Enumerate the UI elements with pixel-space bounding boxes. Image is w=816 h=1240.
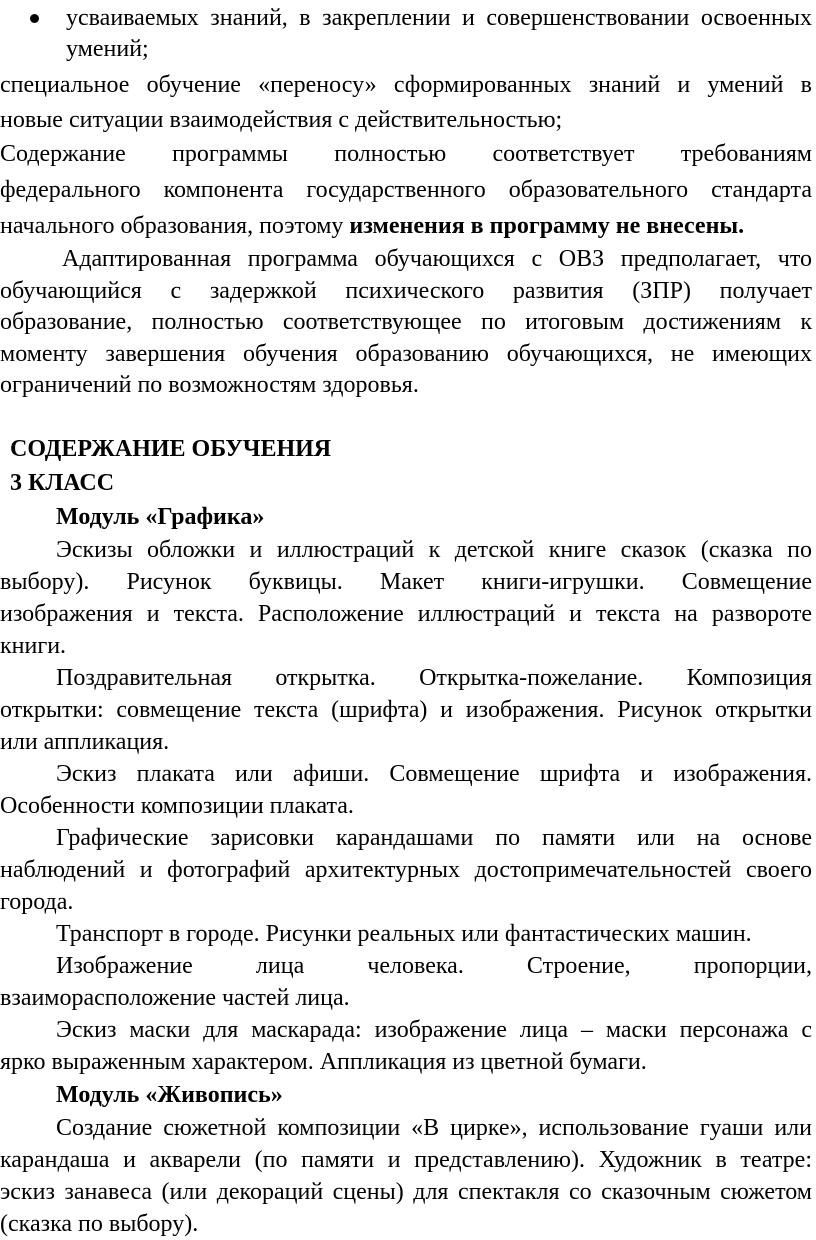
paragraph-line: обучающийся с задержкой психического развития (ЗПР) получает bbox=[0, 277, 812, 304]
paragraph-line: взаиморасположение частей лица. bbox=[0, 984, 350, 1011]
paragraph-line: Изображение лица человека. Строение, пропорции, bbox=[56, 952, 812, 979]
module-title-painting: Модуль «Живопись» bbox=[56, 1081, 283, 1108]
paragraph-line: выбору). Рисунок буквицы. Макет книги-игрушки. Совмещение bbox=[0, 568, 812, 595]
paragraph-graphics-4 bbox=[0, 822, 816, 918]
paragraph-graphics-5 bbox=[0, 918, 816, 950]
paragraph-line: изображения и текста. Расположение иллюстраций и текста на развороте bbox=[0, 600, 812, 627]
paragraph-line: Эскизы обложки и иллюстраций к детской книге сказок (сказка по bbox=[56, 536, 812, 563]
paragraph-content-compliance bbox=[0, 136, 816, 244]
bullet-text-line1: усваиваемых знаний, в закреплении и совершенствовании освоенных bbox=[66, 5, 812, 31]
paragraph-line: образование, полностью соответствующее по итоговым достижениям к bbox=[0, 309, 812, 335]
paragraph-line: моменту завершения обучения образованию обучающихся, не имеющих bbox=[0, 340, 812, 367]
paragraph-text: начального образования, поэтому bbox=[0, 213, 350, 239]
paragraph-line: Транспорт в городе. Рисунки реальных или фантастических машин. bbox=[56, 920, 752, 947]
module-title-graphics: Модуль «Графика» bbox=[56, 503, 265, 530]
paragraph-line: Эскиз маски для маскарада: изображение лица – маски персонажа с bbox=[56, 1016, 812, 1043]
paragraph-line: города. bbox=[0, 888, 74, 915]
paragraph-line: наблюдений и фотографий архитектурных достопримечательностей своего bbox=[0, 856, 812, 883]
paragraph-line: эскиз занавеса (или декораций сцены) для спектакля со сказочным сюжетом bbox=[0, 1178, 812, 1205]
paragraph-line: Особенности композиции плаката. bbox=[0, 792, 354, 819]
paragraph-line: новые ситуации взаимодействия с действительностью; bbox=[0, 107, 563, 133]
grade-heading: 3 КЛАСС bbox=[10, 469, 115, 496]
paragraph-line: Эскиз плаката или афиши. Совмещение шрифта и изображения. bbox=[56, 760, 812, 787]
paragraph-line: Создание сюжетной композиции «В цирке», использование гуаши или bbox=[56, 1114, 812, 1141]
bullet-icon bbox=[30, 14, 39, 23]
paragraph-line: или аппликация. bbox=[0, 728, 170, 755]
bullet-text-line2: умений; bbox=[66, 36, 149, 62]
paragraph-line: ограничений по возможностям здоровья. bbox=[0, 372, 419, 398]
paragraph-line: открытки: совмещение текста (шрифта) и изображения. Рисунок открытки bbox=[0, 696, 812, 723]
paragraph-line: специальное обучение «переносу» сформированных знаний и умений в bbox=[0, 72, 812, 98]
paragraph-line: карандаша и акварели (по памяти и представлению). Художник в театре: bbox=[0, 1146, 812, 1173]
paragraph-line: Адаптированная программа обучающихся с ОВЗ предполагает, что bbox=[62, 246, 812, 272]
paragraph-line: Содержание программы полностью соответствует требованиям bbox=[0, 141, 812, 167]
paragraph-graphics-1 bbox=[0, 534, 816, 662]
list-item-bullet bbox=[0, 3, 816, 65]
paragraph-line: федерального компонента государственного образовательного стандарта bbox=[0, 177, 812, 203]
paragraph-graphics-3 bbox=[0, 758, 816, 822]
paragraph-line: (сказка по выбору). bbox=[0, 1210, 199, 1237]
paragraph-line: книги. bbox=[0, 632, 67, 659]
paragraph-transfer bbox=[0, 68, 816, 138]
paragraph-graphics-2 bbox=[0, 662, 816, 758]
paragraph-line: Поздравительная открытка. Открытка-пожелание. Композиция bbox=[56, 664, 812, 691]
paragraph-adapted-program bbox=[0, 244, 816, 402]
paragraph-line: Графические зарисовки карандашами по памяти или на основе bbox=[56, 824, 812, 851]
paragraph-painting-1 bbox=[0, 1112, 816, 1240]
paragraph-line bbox=[0, 208, 812, 244]
paragraph-graphics-6 bbox=[0, 950, 816, 1014]
paragraph-graphics-7 bbox=[0, 1014, 816, 1078]
paragraph-bold-text: изменения в программу не внесены. bbox=[349, 213, 745, 239]
section-heading: СОДЕРЖАНИЕ ОБУЧЕНИЯ bbox=[10, 435, 332, 462]
paragraph-line: ярко выраженным характером. Аппликация из цветной бумаги. bbox=[0, 1048, 647, 1075]
